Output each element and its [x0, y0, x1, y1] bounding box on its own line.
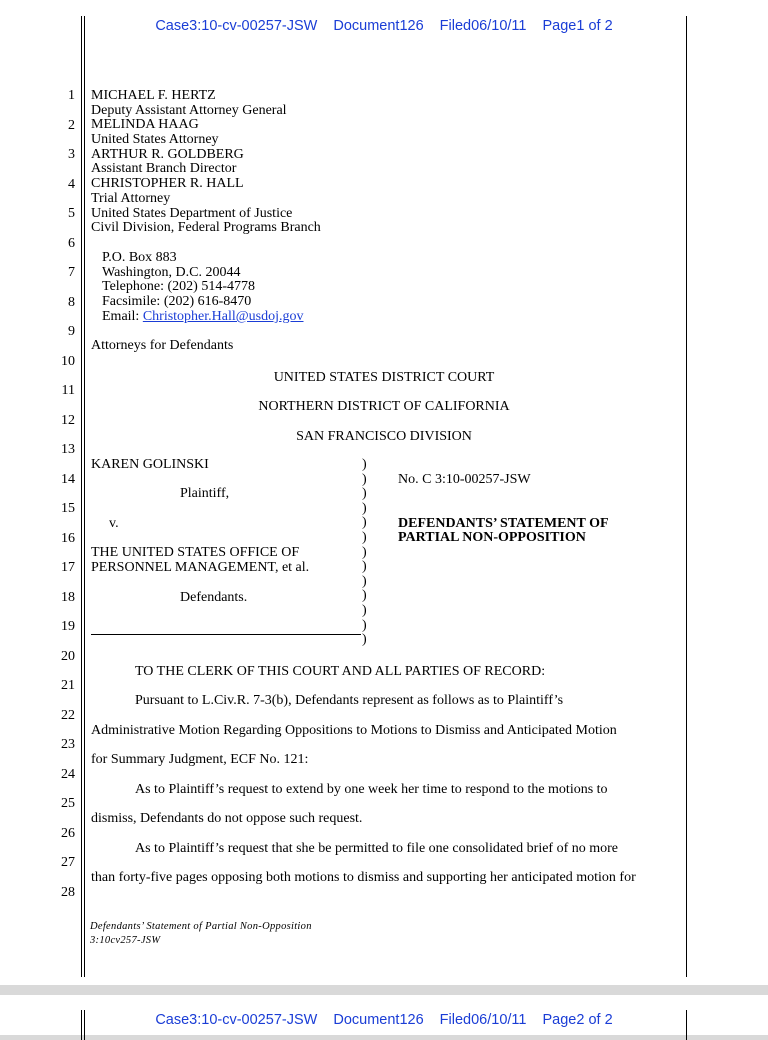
email-link[interactable]: Christopher.Hall@usdoj.gov — [142, 309, 304, 324]
header-filed-date: Filed06/10/11 — [439, 1012, 527, 1028]
paragraph-1-line-3: for Summary Judgment, ECF No. 121: — [91, 752, 309, 767]
line-number: 6 — [68, 236, 75, 251]
line-number: 19 — [61, 619, 75, 634]
line-number: 10 — [61, 354, 75, 369]
line-number: 2 — [68, 118, 75, 133]
line-number: 1 — [68, 88, 75, 103]
header-case-number: Case3:10-cv-00257-JSW — [155, 1012, 318, 1028]
paragraph-1-line-2: Administrative Motion Regarding Oppositions to Motions to Dismiss and Anticipated Motion — [91, 723, 617, 738]
court-name: UNITED STATES DISTRICT COURT — [273, 370, 495, 385]
versus: v. — [109, 516, 119, 531]
counsel-line: United States Attorney — [91, 132, 219, 147]
line-number: 17 — [61, 560, 75, 575]
footer-title: Defendants’ Statement of Partial Non-Opposition — [90, 921, 312, 932]
line-number: 24 — [61, 767, 75, 782]
address-line: P.O. Box 883 — [102, 250, 177, 265]
counsel-line: MICHAEL F. HERTZ — [91, 88, 216, 103]
line-number: 26 — [61, 826, 75, 841]
left-margin-rule-inner — [84, 16, 85, 977]
header-page-number: Page1 of 2 — [542, 18, 613, 34]
line-number: 22 — [61, 708, 75, 723]
caption-parentheses: ) ) ) ) ) ) ) ) ) ) ) ) ) — [362, 457, 367, 648]
email-line — [102, 310, 304, 325]
line-number: 28 — [61, 885, 75, 900]
paragraph-2-line-1: As to Plaintiff’s request to extend by one week her time to respond to the motions to — [135, 782, 608, 797]
left-margin-rule — [81, 16, 82, 977]
address-line: Telephone: (202) 514-4778 — [102, 279, 255, 294]
paragraph-3-line-1: As to Plaintiff’s request that she be permitted to file one consolidated brief of no more — [135, 841, 619, 856]
footer-case: 3:10cv257-JSW — [90, 935, 161, 946]
header-page-number: Page2 of 2 — [542, 1012, 613, 1028]
paragraph-3-line-2: than forty-five pages opposing both motions to dismiss and supporting her anticipated motion for — [91, 870, 636, 885]
ecf-header — [0, 18, 768, 34]
document-page-2 — [0, 995, 768, 1035]
line-number: 4 — [68, 177, 75, 192]
plaintiff-name: KAREN GOLINSKI — [91, 457, 209, 472]
line-number: 12 — [61, 413, 75, 428]
line-number: 7 — [68, 265, 75, 280]
line-number: 25 — [61, 796, 75, 811]
attorneys-for: Attorneys for Defendants — [91, 338, 234, 353]
counsel-line: CHRISTOPHER R. HALL — [91, 176, 244, 191]
ecf-header-page-2 — [0, 1012, 768, 1028]
line-number: 16 — [61, 531, 75, 546]
line-number: 18 — [61, 590, 75, 605]
counsel-line: Assistant Branch Director — [91, 161, 237, 176]
line-number: 3 — [68, 147, 75, 162]
line-number: 27 — [61, 855, 75, 870]
document-title-line1: DEFENDANTS’ STATEMENT OF — [398, 516, 609, 531]
address-line: Facsimile: (202) 616-8470 — [102, 294, 252, 309]
address-line: Washington, D.C. 20044 — [102, 265, 241, 280]
counsel-line: Civil Division, Federal Programs Branch — [91, 220, 321, 235]
line-number: 8 — [68, 295, 75, 310]
counsel-line: Trial Attorney — [91, 191, 171, 206]
line-number: 5 — [68, 206, 75, 221]
defendant-name-line2: PERSONNEL MANAGEMENT, et al. — [91, 560, 310, 575]
counsel-line: Deputy Assistant Attorney General — [91, 103, 287, 118]
counsel-line: United States Department of Justice — [91, 206, 293, 221]
line-number: 23 — [61, 737, 75, 752]
header-document-number: Document126 — [333, 1012, 424, 1028]
right-margin-rule — [686, 16, 687, 977]
counsel-line: MELINDA HAAG — [91, 117, 199, 132]
caption-rule — [91, 634, 361, 635]
defendant-name-line1: THE UNITED STATES OFFICE OF — [91, 545, 300, 560]
header-document-number: Document126 — [333, 18, 424, 34]
email-label: Email: — [102, 309, 143, 324]
salutation: TO THE CLERK OF THIS COURT AND ALL PARTIES OF RECORD: — [135, 664, 546, 679]
header-case-number: Case3:10-cv-00257-JSW — [155, 18, 318, 34]
line-number: 21 — [61, 678, 75, 693]
paragraph-1-line-1: Pursuant to L.Civ.R. 7-3(b), Defendants represent as follows as to Plaintiff’s — [135, 693, 564, 708]
counsel-line: ARTHUR R. GOLDBERG — [91, 147, 244, 162]
defendant-role: Defendants. — [180, 590, 248, 605]
line-number: 9 — [68, 324, 75, 339]
line-number: 14 — [61, 472, 75, 487]
header-filed-date: Filed06/10/11 — [439, 18, 527, 34]
court-division: SAN FRANCISCO DIVISION — [296, 429, 472, 444]
line-number: 20 — [61, 649, 75, 664]
plaintiff-role: Plaintiff, — [180, 486, 230, 501]
court-district: NORTHERN DISTRICT OF CALIFORNIA — [258, 399, 510, 414]
document-title-line2: PARTIAL NON-OPPOSITION — [398, 530, 586, 545]
paragraph-2-line-2: dismiss, Defendants do not oppose such request. — [91, 811, 363, 826]
line-number: 11 — [61, 383, 75, 398]
case-number: No. C 3:10-00257-JSW — [398, 472, 531, 487]
line-number: 13 — [61, 442, 75, 457]
line-number: 15 — [61, 501, 75, 516]
